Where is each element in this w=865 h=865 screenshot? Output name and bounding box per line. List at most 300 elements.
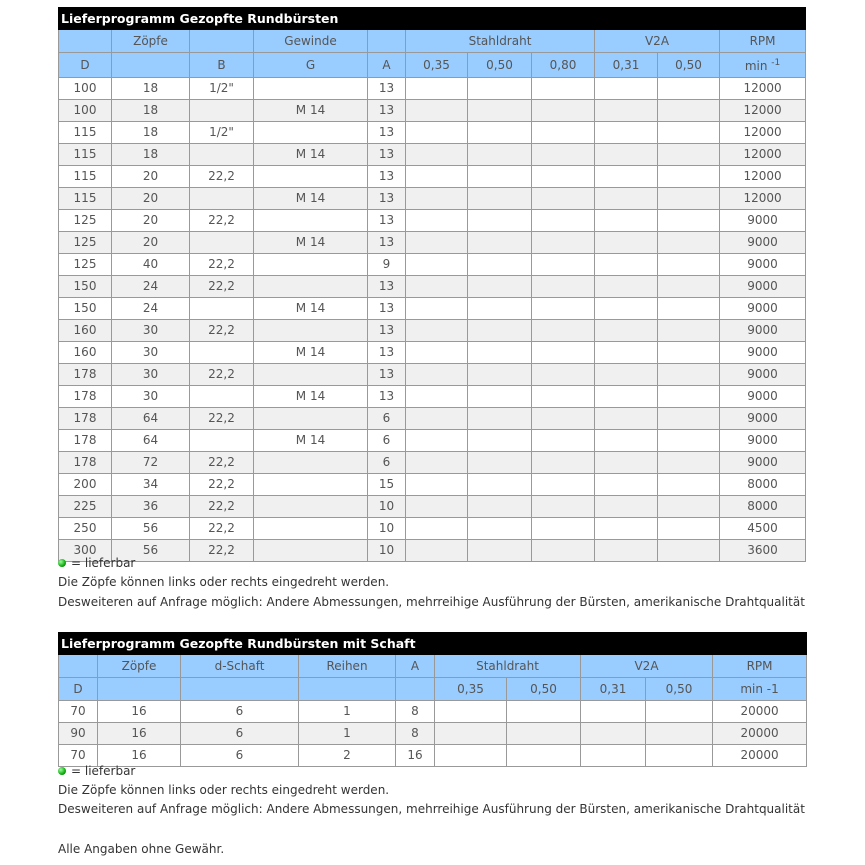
availability-cell <box>595 474 658 496</box>
cell: 9000 <box>720 320 806 342</box>
table-row <box>59 540 806 562</box>
availability-cell <box>658 342 720 364</box>
availability-cell <box>468 232 532 254</box>
col-g: G <box>254 53 368 78</box>
availability-cell <box>468 144 532 166</box>
cell: 30 <box>112 386 190 408</box>
cell: 6 <box>368 430 406 452</box>
cell: M 14 <box>254 298 368 320</box>
availability-cell <box>595 342 658 364</box>
col-v2a: V2A <box>581 655 713 678</box>
availability-cell <box>406 320 468 342</box>
cell: 178 <box>59 430 112 452</box>
cell: 12000 <box>720 78 806 100</box>
cell <box>254 78 368 100</box>
availability-cell <box>435 701 507 723</box>
availability-cell <box>507 745 581 767</box>
cell: 20 <box>112 210 190 232</box>
cell <box>254 518 368 540</box>
cell: 64 <box>112 430 190 452</box>
cell <box>190 188 254 210</box>
cell: 56 <box>112 518 190 540</box>
cell: 178 <box>59 452 112 474</box>
cell: 12000 <box>720 188 806 210</box>
availability-cell <box>468 496 532 518</box>
cell: 40 <box>112 254 190 276</box>
note-text: Die Zöpfe können links oder rechts eingedreht werden. <box>58 575 390 589</box>
availability-cell <box>595 232 658 254</box>
cell: 6 <box>368 408 406 430</box>
availability-cell <box>658 122 720 144</box>
col-min: min -1 <box>713 678 807 701</box>
availability-cell <box>595 166 658 188</box>
cell <box>190 100 254 122</box>
availability-cell <box>406 78 468 100</box>
availability-cell <box>468 122 532 144</box>
cell: 100 <box>59 78 112 100</box>
cell: 64 <box>112 408 190 430</box>
table-row <box>59 78 806 100</box>
availability-cell <box>468 276 532 298</box>
availability-cell <box>532 298 595 320</box>
col-s050: 0,50 <box>507 678 581 701</box>
cell: M 14 <box>254 386 368 408</box>
col-s050: 0,50 <box>468 53 532 78</box>
cell: 56 <box>112 540 190 562</box>
col-reihen: Reihen <box>299 655 396 678</box>
availability-cell <box>595 188 658 210</box>
col-v050: 0,50 <box>658 53 720 78</box>
availability-cell <box>646 701 713 723</box>
availability-cell <box>658 298 720 320</box>
cell: 13 <box>368 188 406 210</box>
availability-cell <box>658 408 720 430</box>
cell: 72 <box>112 452 190 474</box>
cell: 9000 <box>720 342 806 364</box>
note-text: Desweiteren auf Anfrage möglich: Andere Abmessungen, mehrreihige Ausführung der Bürsten, amerikanische Drahtqualität <box>58 802 805 816</box>
cell: 13 <box>368 364 406 386</box>
availability-cell <box>468 540 532 562</box>
availability-cell <box>595 320 658 342</box>
cell: M 14 <box>254 430 368 452</box>
availability-cell <box>532 100 595 122</box>
cell: 8000 <box>720 496 806 518</box>
availability-cell <box>406 210 468 232</box>
cell: 300 <box>59 540 112 562</box>
availability-cell <box>532 320 595 342</box>
cell <box>254 210 368 232</box>
cell: 12000 <box>720 100 806 122</box>
availability-cell <box>468 166 532 188</box>
table-row <box>59 232 806 254</box>
col-zoepfe: Zöpfe <box>112 30 190 53</box>
cell: 115 <box>59 166 112 188</box>
availability-cell <box>581 701 646 723</box>
cell: 13 <box>368 320 406 342</box>
col-stahldraht: Stahldraht <box>406 30 595 53</box>
cell <box>190 232 254 254</box>
cell: 200 <box>59 474 112 496</box>
cell: 22,2 <box>190 408 254 430</box>
availability-cell <box>468 430 532 452</box>
cell: M 14 <box>254 342 368 364</box>
availability-cell <box>658 518 720 540</box>
cell <box>254 254 368 276</box>
cell: 18 <box>112 122 190 144</box>
cell: 160 <box>59 342 112 364</box>
cell: 9000 <box>720 298 806 320</box>
cell: 1/2" <box>190 78 254 100</box>
cell: 20 <box>112 232 190 254</box>
col-v031: 0,31 <box>581 678 646 701</box>
availability-cell <box>595 540 658 562</box>
cell: 9000 <box>720 386 806 408</box>
cell: 30 <box>112 364 190 386</box>
table-rundbuersten <box>58 7 806 562</box>
availability-cell <box>595 386 658 408</box>
cell: 13 <box>368 210 406 232</box>
col-a: A <box>368 53 406 78</box>
availability-cell <box>658 276 720 298</box>
availability-cell <box>595 496 658 518</box>
header-row <box>59 53 806 78</box>
cell: 30 <box>112 320 190 342</box>
cell: 8 <box>396 701 435 723</box>
availability-cell <box>435 723 507 745</box>
availability-cell <box>532 78 595 100</box>
cell: 13 <box>368 386 406 408</box>
availability-cell <box>406 188 468 210</box>
availability-cell <box>406 364 468 386</box>
availability-cell <box>658 496 720 518</box>
availability-cell <box>406 100 468 122</box>
col-v031: 0,31 <box>595 53 658 78</box>
availability-cell <box>658 452 720 474</box>
cell: 6 <box>181 723 299 745</box>
availability-cell <box>595 408 658 430</box>
table-row <box>59 100 806 122</box>
cell: 12000 <box>720 144 806 166</box>
table-row <box>59 122 806 144</box>
availability-cell <box>646 745 713 767</box>
cell: 115 <box>59 144 112 166</box>
availability-cell <box>581 745 646 767</box>
table-row <box>59 364 806 386</box>
cell: 178 <box>59 386 112 408</box>
availability-cell <box>468 100 532 122</box>
cell: 22,2 <box>190 364 254 386</box>
cell: 13 <box>368 342 406 364</box>
cell: 1 <box>299 723 396 745</box>
cell <box>190 342 254 364</box>
cell: 8000 <box>720 474 806 496</box>
cell: 13 <box>368 166 406 188</box>
availability-cell <box>658 78 720 100</box>
cell: 16 <box>396 745 435 767</box>
availability-cell <box>532 166 595 188</box>
availability-cell <box>406 298 468 320</box>
cell: 15 <box>368 474 406 496</box>
cell <box>254 122 368 144</box>
cell: 6 <box>368 452 406 474</box>
cell: 115 <box>59 188 112 210</box>
col-rpm: RPM <box>713 655 807 678</box>
availability-cell <box>406 232 468 254</box>
header-row <box>59 655 807 678</box>
cell: 150 <box>59 276 112 298</box>
cell: 9000 <box>720 408 806 430</box>
availability-cell <box>468 364 532 386</box>
col-b: B <box>190 53 254 78</box>
availability-cell <box>532 232 595 254</box>
cell: M 14 <box>254 232 368 254</box>
cell: 3600 <box>720 540 806 562</box>
availability-cell <box>532 276 595 298</box>
availability-cell <box>658 254 720 276</box>
cell: 100 <box>59 100 112 122</box>
availability-cell <box>532 122 595 144</box>
col-s035: 0,35 <box>406 53 468 78</box>
availability-cell <box>406 430 468 452</box>
availability-cell <box>507 701 581 723</box>
col-d-schaft: d-Schaft <box>181 655 299 678</box>
cell: 115 <box>59 122 112 144</box>
cell <box>190 430 254 452</box>
cell: 20 <box>112 166 190 188</box>
note-text: Die Zöpfe können links oder rechts eingedreht werden. <box>58 783 390 797</box>
cell <box>190 144 254 166</box>
cell <box>254 320 368 342</box>
cell: 6 <box>181 701 299 723</box>
table-row <box>59 298 806 320</box>
green-dot-icon <box>58 767 66 775</box>
cell: 70 <box>59 745 98 767</box>
cell: 125 <box>59 232 112 254</box>
col-s035: 0,35 <box>435 678 507 701</box>
availability-cell <box>468 78 532 100</box>
availability-cell <box>658 188 720 210</box>
cell: 30 <box>112 342 190 364</box>
table-row <box>59 144 806 166</box>
col-stahldraht: Stahldraht <box>435 655 581 678</box>
availability-cell <box>532 408 595 430</box>
cell: 9000 <box>720 276 806 298</box>
cell: 20000 <box>713 745 807 767</box>
cell <box>190 386 254 408</box>
cell: 22,2 <box>190 518 254 540</box>
availability-cell <box>532 430 595 452</box>
cell <box>254 166 368 188</box>
col-zoepfe: Zöpfe <box>98 655 181 678</box>
availability-cell <box>468 452 532 474</box>
cell: 24 <box>112 298 190 320</box>
cell: 36 <box>112 496 190 518</box>
availability-cell <box>406 474 468 496</box>
cell: 13 <box>368 78 406 100</box>
table-row <box>59 474 806 496</box>
availability-cell <box>595 144 658 166</box>
cell: 9000 <box>720 232 806 254</box>
cell: 70 <box>59 701 98 723</box>
availability-cell <box>646 723 713 745</box>
col-a: A <box>396 655 435 678</box>
table-title: Lieferprogramm Gezopfte Rundbürsten <box>59 8 806 30</box>
availability-cell <box>435 745 507 767</box>
cell: 250 <box>59 518 112 540</box>
table-rundbuersten-schaft <box>58 632 807 767</box>
cell: 178 <box>59 408 112 430</box>
availability-cell <box>406 276 468 298</box>
cell: 18 <box>112 100 190 122</box>
cell: 20000 <box>713 701 807 723</box>
cell: 22,2 <box>190 276 254 298</box>
cell: 13 <box>368 122 406 144</box>
availability-cell <box>406 144 468 166</box>
cell: 9000 <box>720 452 806 474</box>
availability-cell <box>532 342 595 364</box>
availability-cell <box>532 474 595 496</box>
availability-cell <box>468 386 532 408</box>
availability-cell <box>532 518 595 540</box>
cell <box>254 408 368 430</box>
availability-cell <box>658 320 720 342</box>
availability-cell <box>468 210 532 232</box>
table-row <box>59 166 806 188</box>
availability-cell <box>595 518 658 540</box>
col-rpm: RPM <box>720 30 806 53</box>
availability-cell <box>406 342 468 364</box>
availability-cell <box>406 386 468 408</box>
availability-cell <box>581 723 646 745</box>
cell: 22,2 <box>190 320 254 342</box>
col-v2a: V2A <box>595 30 720 53</box>
availability-cell <box>406 452 468 474</box>
cell: 34 <box>112 474 190 496</box>
cell: 22,2 <box>190 540 254 562</box>
cell: 10 <box>368 540 406 562</box>
cell: 13 <box>368 100 406 122</box>
cell: 125 <box>59 254 112 276</box>
cell: 8 <box>396 723 435 745</box>
cell: 20 <box>112 188 190 210</box>
availability-cell <box>406 540 468 562</box>
cell: 22,2 <box>190 210 254 232</box>
cell: 13 <box>368 144 406 166</box>
availability-cell <box>406 408 468 430</box>
cell <box>254 540 368 562</box>
cell: 22,2 <box>190 496 254 518</box>
cell: 9000 <box>720 210 806 232</box>
cell: 1 <box>299 701 396 723</box>
legend: = lieferbar <box>58 764 135 778</box>
availability-cell <box>595 122 658 144</box>
table-row <box>59 452 806 474</box>
availability-cell <box>468 254 532 276</box>
availability-cell <box>595 78 658 100</box>
cell: 16 <box>98 701 181 723</box>
availability-cell <box>532 452 595 474</box>
table-row <box>59 408 806 430</box>
availability-cell <box>658 144 720 166</box>
cell: 13 <box>368 298 406 320</box>
cell: 13 <box>368 276 406 298</box>
cell: M 14 <box>254 188 368 210</box>
table-row <box>59 188 806 210</box>
availability-cell <box>595 452 658 474</box>
cell: 9 <box>368 254 406 276</box>
cell: 160 <box>59 320 112 342</box>
table-row <box>59 276 806 298</box>
col-min: min $^{-1}$ <box>720 53 806 78</box>
cell: M 14 <box>254 144 368 166</box>
availability-cell <box>406 496 468 518</box>
availability-cell <box>468 474 532 496</box>
availability-cell <box>595 100 658 122</box>
cell: 9000 <box>720 430 806 452</box>
availability-cell <box>658 364 720 386</box>
availability-cell <box>406 166 468 188</box>
availability-cell <box>406 122 468 144</box>
cell <box>254 364 368 386</box>
table-row <box>59 701 807 723</box>
cell: 225 <box>59 496 112 518</box>
cell: 2 <box>299 745 396 767</box>
availability-cell <box>595 210 658 232</box>
cell: 9000 <box>720 364 806 386</box>
col-v050: 0,50 <box>646 678 713 701</box>
cell <box>254 276 368 298</box>
availability-cell <box>658 430 720 452</box>
availability-cell <box>532 540 595 562</box>
table-row <box>59 386 806 408</box>
availability-cell <box>532 210 595 232</box>
availability-cell <box>468 342 532 364</box>
cell: 12000 <box>720 122 806 144</box>
table-row <box>59 496 806 518</box>
availability-cell <box>658 474 720 496</box>
note-text: Desweiteren auf Anfrage möglich: Andere Abmessungen, mehrreihige Ausführung der Bürsten, amerikanische Drahtqualität <box>58 595 805 609</box>
cell: 6 <box>181 745 299 767</box>
cell: 125 <box>59 210 112 232</box>
availability-cell <box>532 364 595 386</box>
cell: 10 <box>368 518 406 540</box>
table-row <box>59 723 807 745</box>
table-row <box>59 254 806 276</box>
availability-cell <box>406 254 468 276</box>
cell: 150 <box>59 298 112 320</box>
cell: 18 <box>112 78 190 100</box>
col-d: D <box>59 678 98 701</box>
availability-cell <box>658 540 720 562</box>
table-row <box>59 430 806 452</box>
availability-cell <box>468 298 532 320</box>
table-row <box>59 210 806 232</box>
cell: 22,2 <box>190 254 254 276</box>
availability-cell <box>468 518 532 540</box>
table-row <box>59 745 807 767</box>
cell: 178 <box>59 364 112 386</box>
availability-cell <box>658 232 720 254</box>
cell: 20000 <box>713 723 807 745</box>
legend: = lieferbar <box>58 556 135 570</box>
table-row <box>59 342 806 364</box>
availability-cell <box>595 254 658 276</box>
cell: M 14 <box>254 100 368 122</box>
availability-cell <box>595 276 658 298</box>
col-d: D <box>59 53 112 78</box>
cell: 24 <box>112 276 190 298</box>
availability-cell <box>532 144 595 166</box>
